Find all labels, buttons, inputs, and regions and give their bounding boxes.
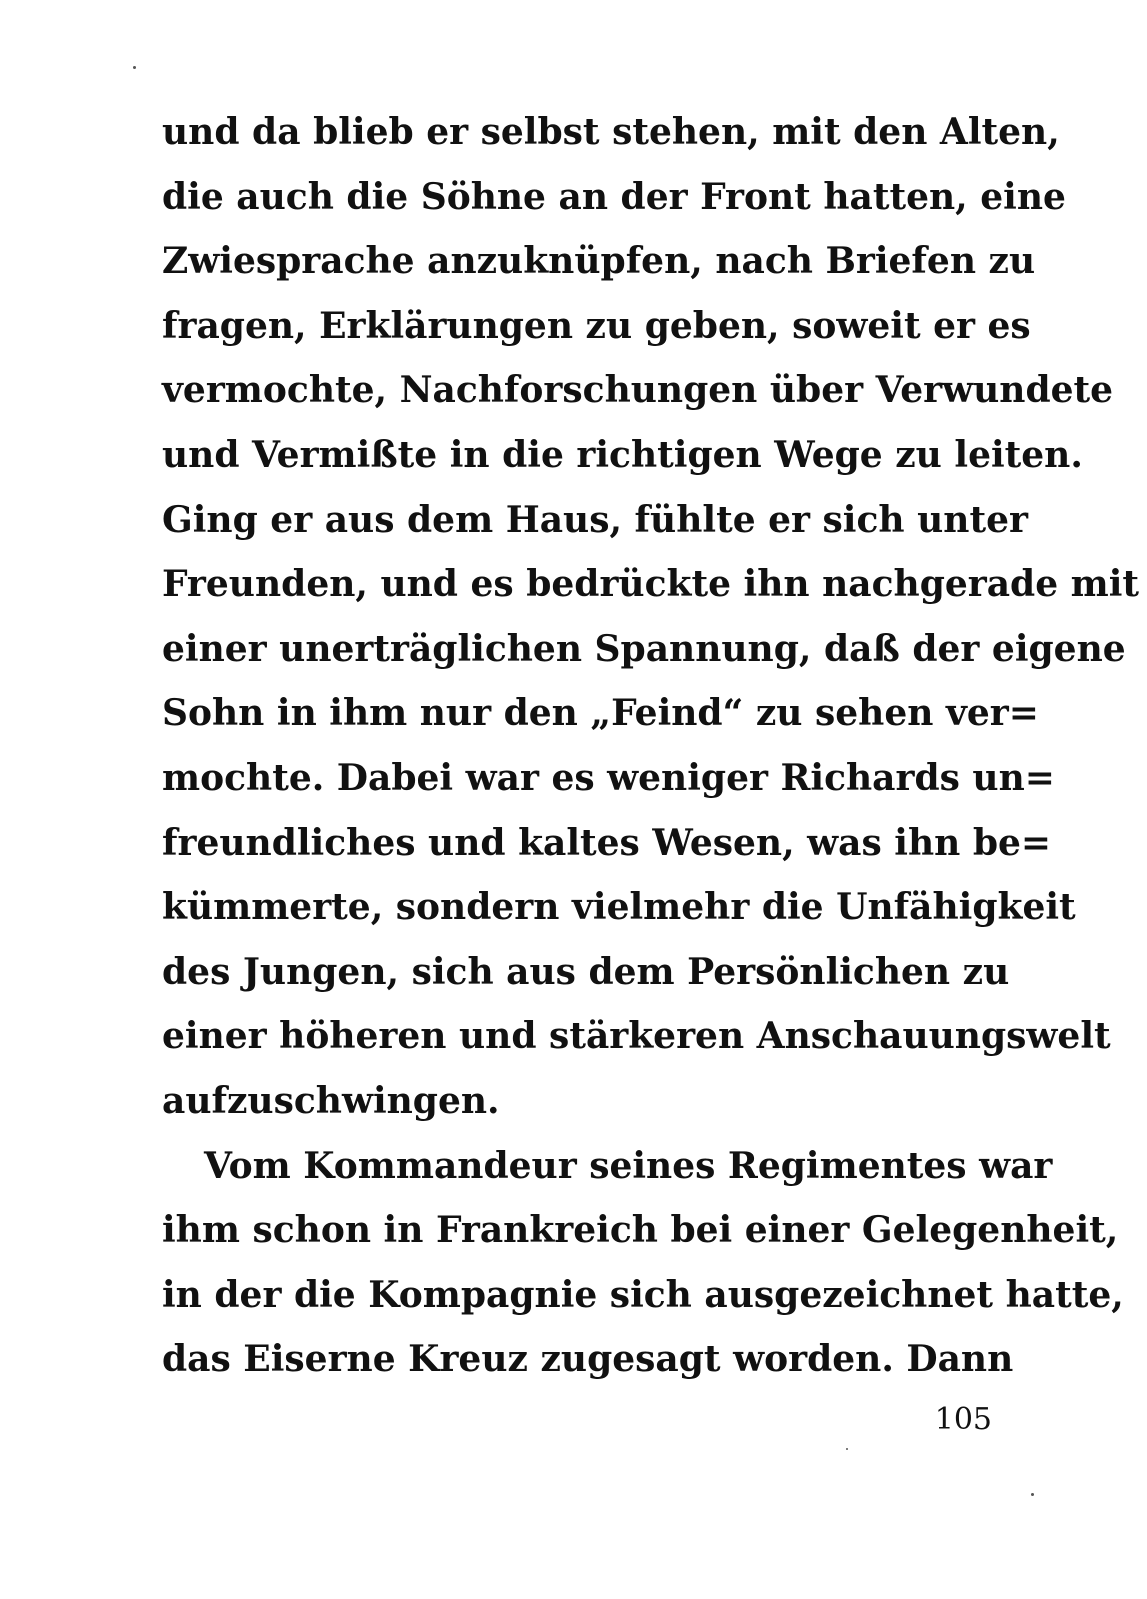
text-line: Freunden, und es bedrückte ihn nachgerade mit (162, 563, 1140, 606)
text-line: des Jungen, sich aus dem Persönlichen zu (162, 950, 1010, 993)
scan-speck (846, 1448, 848, 1450)
text-line: in der die Kompagnie sich ausgezeichnet hatte, (162, 1273, 1124, 1316)
text-line: freundliches und kaltes Wesen, was ihn be= (162, 821, 1052, 864)
text-line: Vom Kommandeur seines Regimentes war (204, 1144, 1053, 1187)
scan-speck (1031, 1493, 1034, 1496)
text-line: mochte. Dabei war es weniger Richards un= (162, 756, 1055, 799)
page-number: 105 (934, 1402, 992, 1437)
text-line: und da blieb er selbst stehen, mit den Alten, (162, 111, 1060, 153)
text-line: kümmerte, sondern vielmehr die Unfähigkeit (162, 886, 1076, 929)
text-line: aufzuschwingen. (162, 1079, 500, 1122)
text-line: Ging er aus dem Haus, fühlte er sich unter (162, 498, 1028, 541)
text-line: fragen, Erklärungen zu geben, soweit er es (162, 304, 1031, 347)
scan-speck (133, 66, 136, 69)
text-line: Sohn in ihm nur den „Feind“ zu sehen ver= (162, 692, 1039, 735)
text-line: und Vermißte in die richtigen Wege zu leiten. (162, 433, 1083, 476)
text-line: ihm schon in Frankreich bei einer Gelegenheit, (162, 1209, 1119, 1252)
body-text (162, 100, 1140, 1392)
text-line: das Eiserne Kreuz zugesagt worden. Dann (162, 1338, 1014, 1381)
text-line: einer höheren und stärkeren Anschauungswelt (162, 1015, 1111, 1058)
paragraph-2 (162, 1134, 1124, 1392)
text-line: einer unerträglichen Spannung, daß der eigene (162, 627, 1126, 670)
text-line: vermochte, Nachforschungen über Verwundete (162, 369, 1114, 412)
text-line: Zwiesprache anzuknüpfen, nach Briefen zu (162, 240, 1036, 283)
paragraph-1 (162, 100, 1140, 1134)
text-line: die auch die Söhne an der Front hatten, eine (162, 175, 1066, 218)
